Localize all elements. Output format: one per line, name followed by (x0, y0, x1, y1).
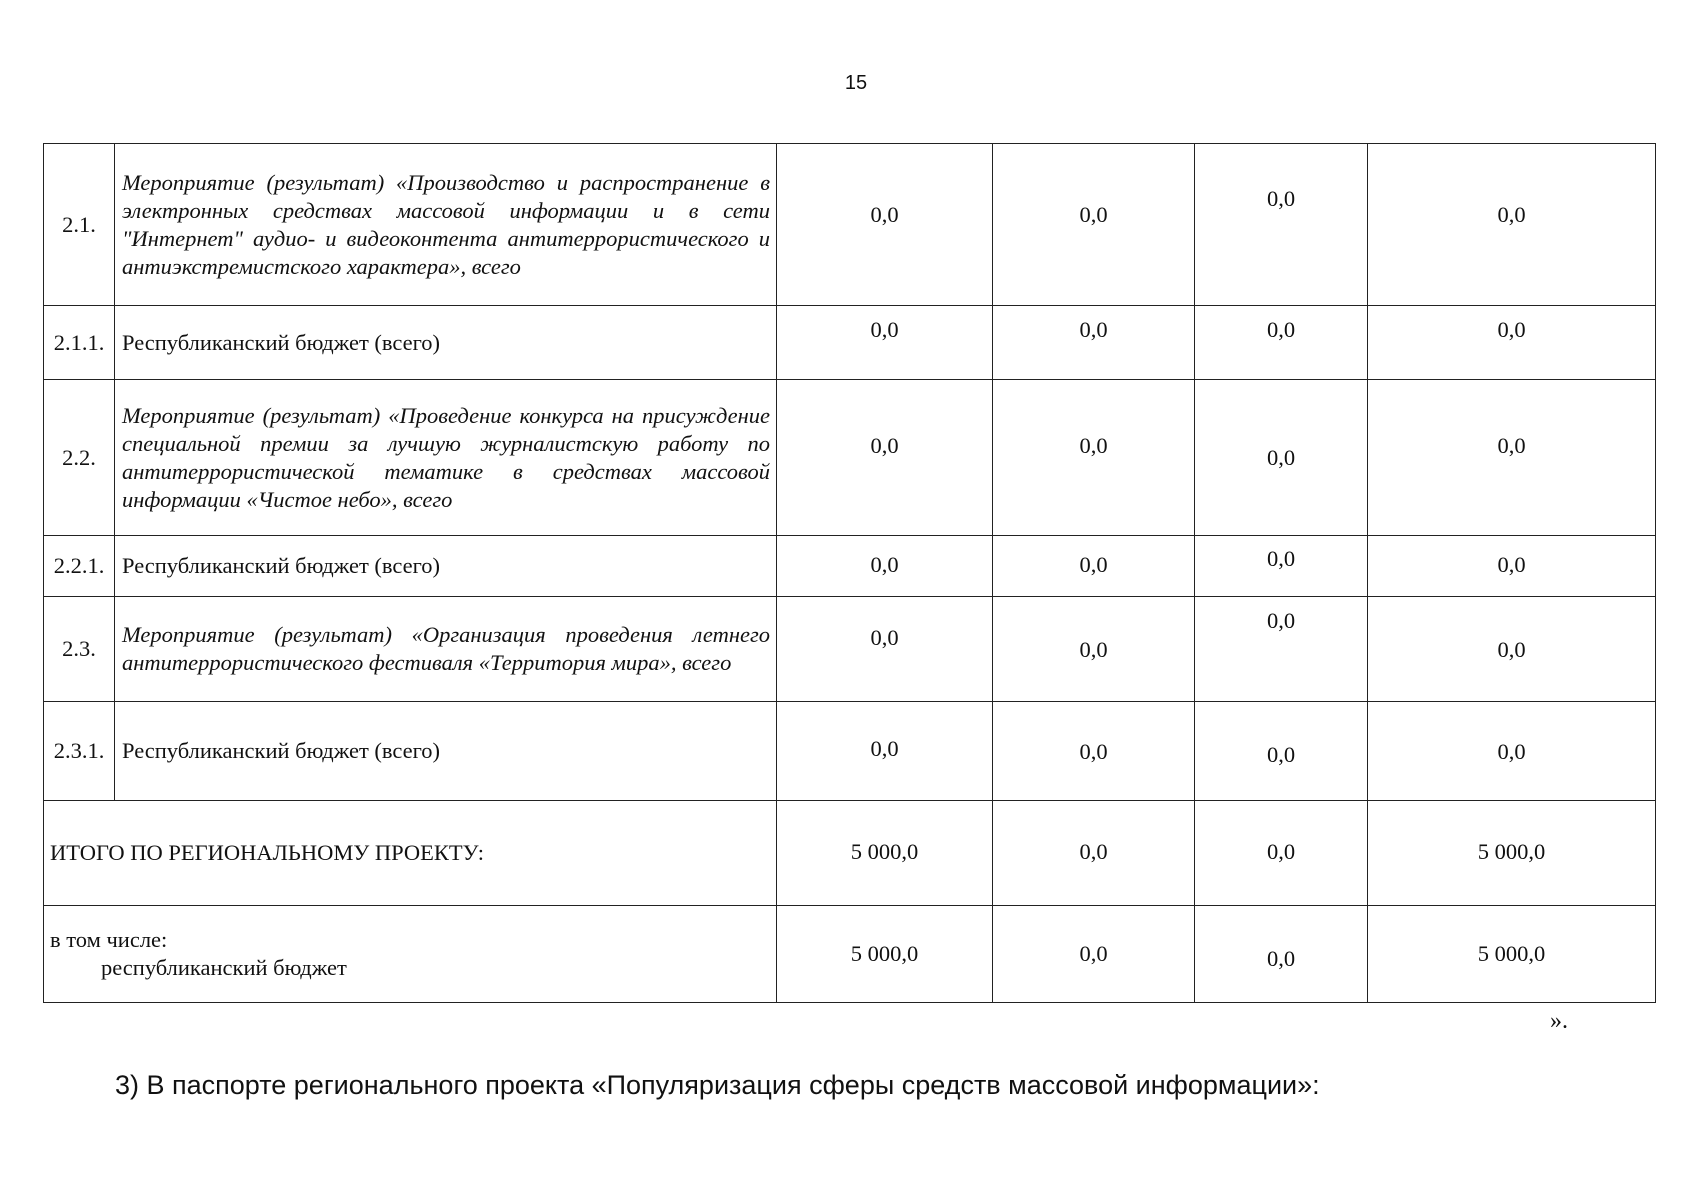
row-number: 2.3. (44, 597, 115, 702)
row-number: 2.2. (44, 380, 115, 536)
table-row (44, 380, 1656, 536)
row-label: Мероприятие (результат) «Проведение конкурса на присуждение специальной премии за лучшую журналистскую работу по антитеррористической тематике в средствах массовой информации «Чистое небо», всего (115, 380, 777, 536)
value-cell: 5 000,0 (1368, 906, 1656, 1003)
value-cell: 0,0 (993, 906, 1195, 1003)
value-cell: 0,0 (1195, 306, 1368, 380)
value-cell: 0,0 (777, 536, 993, 597)
table-row (44, 536, 1656, 597)
value-cell: 0,0 (1368, 144, 1656, 306)
section-paragraph: 3) В паспорте регионального проекта «Популяризация сферы средств массовой информации»: (115, 1070, 1320, 1100)
value-cell: 5 000,0 (1368, 801, 1656, 906)
value-cell: 0,0 (993, 801, 1195, 906)
value-cell: 0,0 (1195, 906, 1368, 1003)
value-cell: 0,0 (993, 380, 1195, 536)
row-number: 2.1.1. (44, 306, 115, 380)
value-cell: 0,0 (1195, 144, 1368, 306)
closing-quote: ». (1550, 1008, 1568, 1034)
including-label (44, 906, 777, 1003)
value-cell: 0,0 (1368, 306, 1656, 380)
value-cell: 0,0 (777, 380, 993, 536)
row-number: 2.1. (44, 144, 115, 306)
total-label: ИТОГО ПО РЕГИОНАЛЬНОМУ ПРОЕКТУ: (44, 801, 777, 906)
total-row (44, 801, 1656, 906)
value-cell: 0,0 (993, 597, 1195, 702)
value-cell: 0,0 (1368, 380, 1656, 536)
value-cell: 0,0 (1195, 801, 1368, 906)
value-cell: 0,0 (993, 702, 1195, 801)
table-row (44, 306, 1656, 380)
value-cell: 0,0 (993, 536, 1195, 597)
row-number: 2.2.1. (44, 536, 115, 597)
table-row (44, 597, 1656, 702)
budget-table (43, 143, 1656, 1003)
value-cell: 0,0 (1368, 702, 1656, 801)
value-cell: 0,0 (993, 144, 1195, 306)
row-label: Мероприятие (результат) «Производство и распространение в электронных средствах массовой информации и в сети "Интернет" аудио- и видеоконтента антитеррористического и антиэкстремистского характера», всего (115, 144, 777, 306)
table-row (44, 702, 1656, 801)
value-cell: 0,0 (777, 306, 993, 380)
value-cell: 0,0 (1195, 597, 1368, 702)
value-cell: 0,0 (1368, 597, 1656, 702)
value-cell: 0,0 (1195, 380, 1368, 536)
value-cell: 0,0 (777, 597, 993, 702)
table-row (44, 144, 1656, 306)
including-row (44, 906, 1656, 1003)
value-cell: 0,0 (993, 306, 1195, 380)
including-heading: в том числе: (50, 927, 168, 952)
value-cell: 5 000,0 (777, 906, 993, 1003)
value-cell: 0,0 (777, 144, 993, 306)
value-cell: 5 000,0 (777, 801, 993, 906)
value-cell: 0,0 (1195, 536, 1368, 597)
value-cell: 0,0 (777, 702, 993, 801)
page-number: 15 (844, 72, 868, 94)
row-number: 2.3.1. (44, 702, 115, 801)
including-sublabel: республиканский бюджет (101, 955, 347, 980)
row-label: Республиканский бюджет (всего) (115, 702, 777, 801)
row-label: Республиканский бюджет (всего) (115, 306, 777, 380)
value-cell: 0,0 (1368, 536, 1656, 597)
row-label: Республиканский бюджет (всего) (115, 536, 777, 597)
value-cell: 0,0 (1195, 702, 1368, 801)
row-label: Мероприятие (результат) «Организация проведения летнего антитеррористического фестиваля «Территория мира», всего (115, 597, 777, 702)
